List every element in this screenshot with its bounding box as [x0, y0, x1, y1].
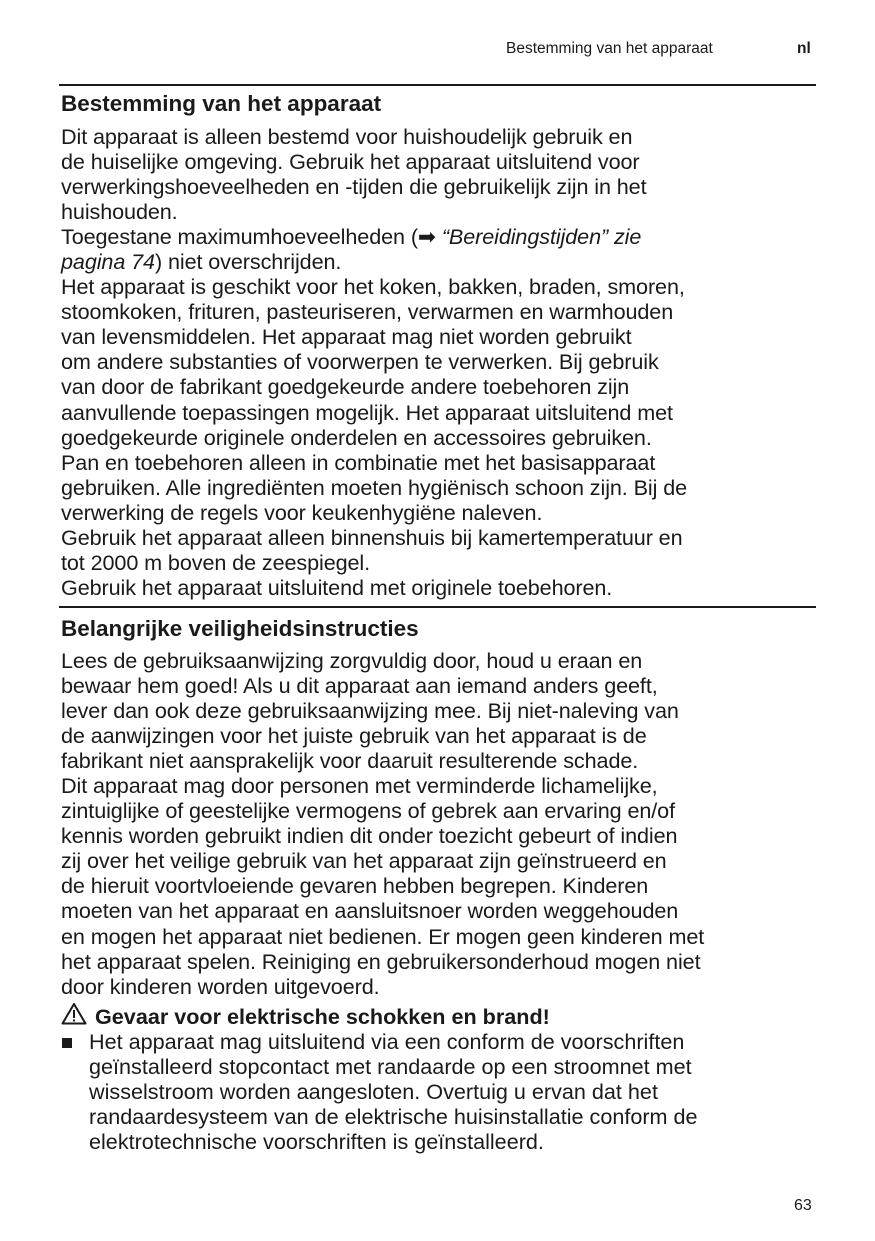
text-segment: aanvullende toepassingen mogelijk. Het apparaat uitsluitend met [61, 399, 673, 425]
text-line [61, 450, 687, 475]
text-segment: Pan en toebehoren alleen in combinatie met het basisapparaat [61, 449, 656, 475]
section-divider [59, 606, 816, 608]
bullet-text-line: elektrotechnische voorschriften is geïnstalleerd. [89, 1129, 544, 1155]
text-segment: moeten van het apparaat en aansluitsnoer worden weggehouden [61, 898, 679, 924]
text-segment: stoomkoken, frituren, pasteuriseren, verwarmen en warmhouden [61, 299, 674, 325]
warning-triangle-icon [61, 1002, 87, 1031]
bullet-text-line: wisselstroom worden aangesloten. Overtuig u ervan dat het [89, 1079, 658, 1105]
section-body-safety [61, 648, 704, 999]
text-line [61, 400, 687, 425]
text-line [61, 648, 704, 673]
text-segment: de huiselijke omgeving. Gebruik het apparaat uitsluitend voor [61, 149, 640, 175]
text-line [61, 798, 704, 823]
cross-reference-link[interactable]: pagina 74 [61, 249, 155, 275]
text-segment: lever dan ook deze gebruiksaanwijzing mee. Bij niet-naleving van [61, 698, 679, 724]
warning-heading [61, 1002, 550, 1031]
text-line [61, 773, 704, 798]
text-line [61, 124, 687, 149]
text-segment: en mogen het apparaat niet bedienen. Er mogen geen kinderen met [61, 923, 705, 949]
text-line [61, 324, 687, 349]
text-segment: ) niet overschrijden. [154, 249, 342, 275]
text-segment: Toegestane maximumhoeveelheden ( [61, 224, 418, 250]
text-line [61, 723, 704, 748]
section-heading-safety: Belangrijke veiligheidsinstructies [61, 616, 419, 641]
text-line [61, 525, 687, 550]
running-header-title: Bestemming van het apparaat [506, 40, 713, 57]
text-line [61, 349, 687, 374]
text-line [61, 475, 687, 500]
bullet-square-icon [62, 1038, 72, 1048]
text-line [61, 698, 704, 723]
text-line [61, 224, 687, 249]
bullet-text-line: geïnstalleerd stopcontact met randaarde op een stroomnet met [89, 1054, 692, 1080]
text-line [61, 873, 704, 898]
text-line [61, 425, 687, 450]
text-segment: bewaar hem goed! Als u dit apparaat aan iemand anders geeft, [61, 673, 658, 699]
text-line [61, 748, 704, 773]
text-segment: zintuiglijke of geestelijke vermogens of gebrek aan ervaring en/of [61, 798, 675, 824]
text-segment: kennis worden gebruikt indien dit onder toezicht gebeurt of indien [61, 823, 678, 849]
section-divider [59, 84, 816, 86]
text-line [61, 924, 704, 949]
text-line [61, 550, 687, 575]
text-segment: van levensmiddelen. Het apparaat mag niet worden gebruikt [61, 324, 632, 350]
text-line [61, 974, 704, 999]
text-segment: goedgekeurde originele onderdelen en accessoires gebruiken. [61, 424, 652, 450]
text-segment: van door de fabrikant goedgekeurde andere toebehoren zijn [61, 374, 630, 400]
text-segment: Dit apparaat mag door personen met verminderde lichamelijke, [61, 773, 658, 799]
text-line [61, 299, 687, 324]
text-segment: de aanwijzingen voor het juiste gebruik van het apparaat is de [61, 723, 647, 749]
text-line [61, 823, 704, 848]
text-line [61, 249, 687, 274]
text-line [61, 500, 687, 525]
bullet-text-line: randaardesysteem van de elektrische huisinstallatie conform de [89, 1104, 698, 1130]
text-line [61, 149, 687, 174]
text-segment: door kinderen worden uitgevoerd. [61, 973, 380, 999]
text-line [61, 575, 687, 600]
text-line [61, 274, 687, 299]
text-segment: verwerking de regels voor keukenhygiëne naleven. [61, 499, 543, 525]
text-segment: om andere substanties of voorwerpen te verwerken. Bij gebruik [61, 349, 659, 375]
text-line [61, 174, 687, 199]
text-segment: het apparaat spelen. Reiniging en gebruikersonderhoud mogen niet [61, 948, 701, 974]
text-segment: fabrikant niet aansprakelijk voor daaruit resulterende schade. [61, 748, 639, 774]
text-segment: huishouden. [61, 199, 178, 225]
text-segment: Gebruik het apparaat alleen binnenshuis bij kamertemperatuur en [61, 524, 683, 550]
section-body-purpose [61, 124, 687, 600]
text-segment: Het apparaat is geschikt voor het koken, bakken, braden, smoren, [61, 274, 685, 300]
text-segment: gebruiken. Alle ingrediënten moeten hygiënisch schoon zijn. Bij de [61, 474, 688, 500]
warning-bullet-item [61, 1029, 698, 1154]
bullet-text-line: Het apparaat mag uitsluitend via een conform de voorschriften [89, 1029, 685, 1054]
page-number: 63 [794, 1197, 812, 1214]
text-segment: zij over het veilige gebruik van het apparaat zijn geïnstrueerd en [61, 848, 667, 874]
text-segment: tot 2000 m boven de zeespiegel. [61, 549, 371, 575]
text-segment: Lees de gebruiksaanwijzing zorgvuldig door, houd u eraan en [61, 648, 643, 673]
arrow-right-icon: ➡ [417, 224, 442, 250]
text-line [61, 199, 687, 224]
text-segment: verwerkingshoeveelheden en -tijden die gebruikelijk zijn in het [61, 174, 647, 200]
cross-reference-link[interactable]: “Bereidingstijden” zie [441, 224, 642, 250]
section-heading-purpose: Bestemming van het apparaat [61, 91, 382, 116]
text-line [61, 673, 704, 698]
text-line [61, 898, 704, 923]
text-segment: Gebruik het apparaat uitsluitend met originele toebehoren. [61, 574, 613, 600]
text-segment: de hieruit voortvloeiende gevaren hebben begrepen. Kinderen [61, 873, 649, 899]
warning-title: Gevaar voor elektrische schokken en brand! [95, 1003, 550, 1029]
language-code: nl [797, 40, 811, 57]
text-line [61, 374, 687, 399]
text-line [61, 848, 704, 873]
text-line [61, 949, 704, 974]
text-segment: Dit apparaat is alleen bestemd voor huishoudelijk gebruik en [61, 124, 633, 149]
